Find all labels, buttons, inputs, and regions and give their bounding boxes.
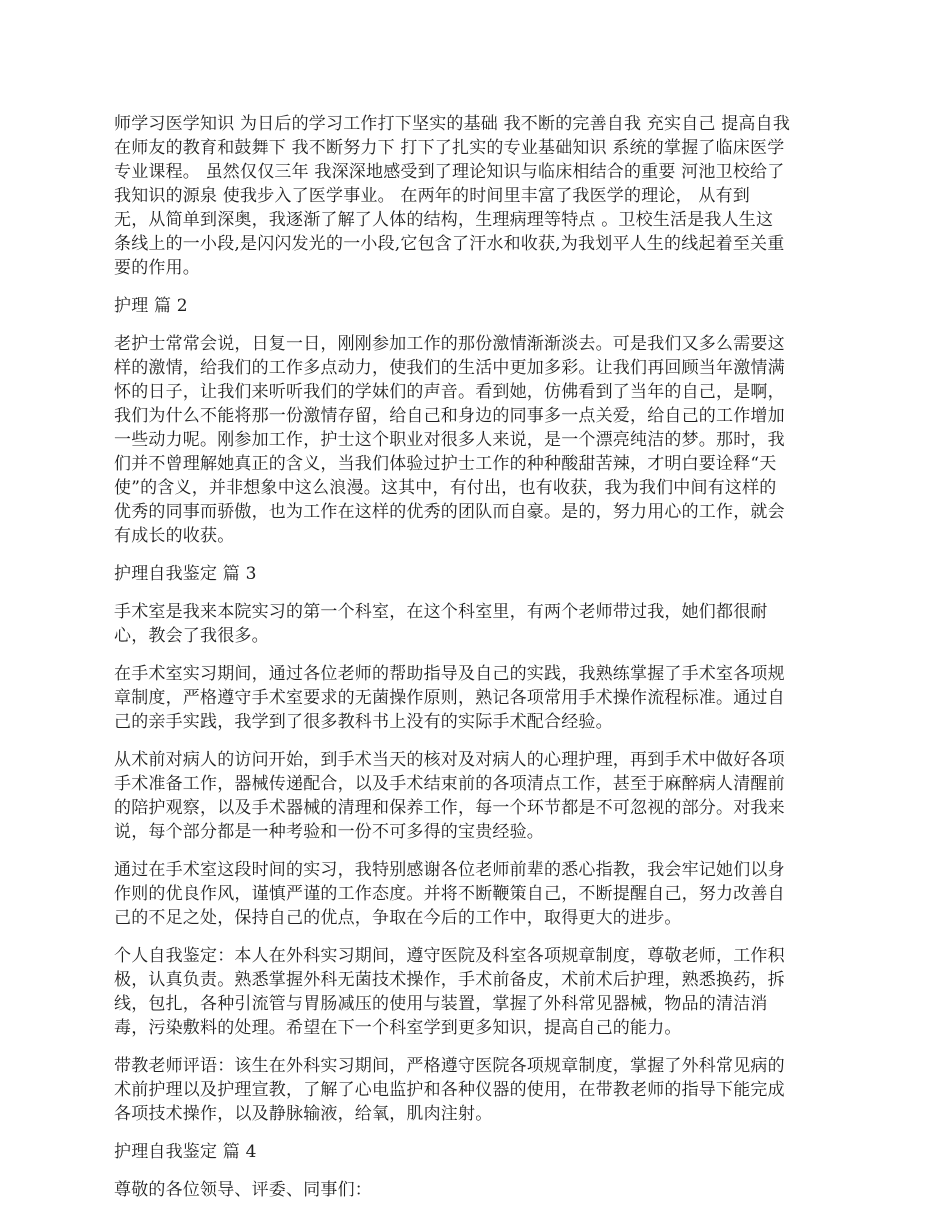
paragraph-surgery-process: 从术前对病人的访问开始，到手术当天的核对及对病人的心理护理，再到手术中做好各项 手术准备工作，器械传递配合，以及手术结束前的各项清点工作，甚至于麻醉病人清醒前 的陪护观察，以及手术器械的清理和保养工作，每一个环节都是不可忽视的部分。对我来 说，每个部分都是一种考验和一份不可多得的宝贵经验。 [114,750,785,842]
paragraph-thanks: 通过在手术室这段时间的实习，我特别感谢各位老师前辈的悉心指教，我会牢记她们以身 作则的优良作风，谨慎严谨的工作态度。并将不断鞭策自己，不断提醒自己，努力改善自 己的不足之处，保持自己的优点，争取在今后的工作中，取得更大的进步。 [114,860,785,928]
paragraph-surgery-practice: 在手术室实习期间，通过各位老师的帮助指导及自己的实践，我熟练掌握了手术室各项规 章制度，严格遵守手术室要求的无菌操作原则，熟记各项常用手术操作流程标准。通过自 己的亲手实践，我学到了很多教科书上没有的实际手术配合经验。 [114,664,785,732]
document-body [114,112,839,1216]
paragraph-surgery-intro: 手术室是我来本院实习的第一个科室，在这个科室里，有两个老师带过我，她们都很耐 心，教会了我很多。 [114,602,768,646]
section-heading-3: 护理自我鉴定 篇 3 [114,564,257,584]
paragraph-salutation: 尊敬的各位领导、评委、同事们： [114,1180,372,1200]
paragraph-teacher-comment: 带教老师评语：该生在外科实习期间，严格遵守医院各项规章制度，掌握了外科常见病的 术前护理以及护理宣教，了解了心电监护和各种仪器的使用，在带教老师的指导下能完成 各项技术操作，以及静脉输液，给氧，肌肉注射。 [114,1056,785,1124]
paragraph-intro: 师学习医学知识 为日后的学习工作打下坚实的基础 我不断的完善自我 充实自己 提高自我 在师友的教育和鼓舞下 我不断努力下 打下了扎实的专业基础知识 系统的掌握了临床医学 专业课程。 虽然仅仅三年 我深深地感受到了理论知识与临床相结合的重要 河池卫校给了 我知识的源泉 使我步入了医学事业。 在两年的时间里丰富了我医学的理论， 从有到 无，从简单到深奥，我逐渐了解了人体的结构，生理病理等特点 。卫校生活是我人生这 条线上的一小段,是闪闪发光的一小段,它包含了汗水和收获,为我划平人生的线起着至关重 要的作用。 [114,114,791,278]
section-heading-2: 护理 篇 2 [114,296,188,316]
paragraph-self-evaluation: 个人自我鉴定：本人在外科实习期间，遵守医院及科室各项规章制度，尊敬老师，工作积 极，认真负责。熟悉掌握外科无菌技术操作，手术前备皮，术前术后护理，熟悉换药，拆 线，包扎，各种引流管与胃肠减压的使用与装置，掌握了外科常见器械，物品的清洁消 毒，污染敷料的处理。希望在下一个科室学到更多知识，提高自己的能力。 [114,946,785,1038]
section-heading-4: 护理自我鉴定 篇 4 [114,1142,257,1162]
paragraph-section2: 老护士常常会说，日复一日，刚刚参加工作的那份激情渐渐淡去。可是我们又多么需要这 样的激情，给我们的工作多点动力，使我们的生活中更加多彩。让我们再回顾当年激情满 怀的日子，让我们来听听我们的学妹们的声音。看到她，仿佛看到了当年的自己，是啊， 我们为什么不能将那一份激情存留，给自己和身边的同事多一点关爱，给自己的工作增加 一些动力呢。刚参加工作，护士这个职业对很多人来说，是一个漂亮纯洁的梦。那时，我 们并不曾理解她真正的含义，当我们体验过护士工作的种种酸甜苦辣，才明白要诠释“天 使”的含义，并非想象中这么浪漫。这其中，有付出，也有收获，我为我们中间有这样的 优秀的同事而骄傲，也为工作在这样的优秀的团队而自豪。是的，努力用心的工作，就会 有成长的收获。 [114,334,785,546]
